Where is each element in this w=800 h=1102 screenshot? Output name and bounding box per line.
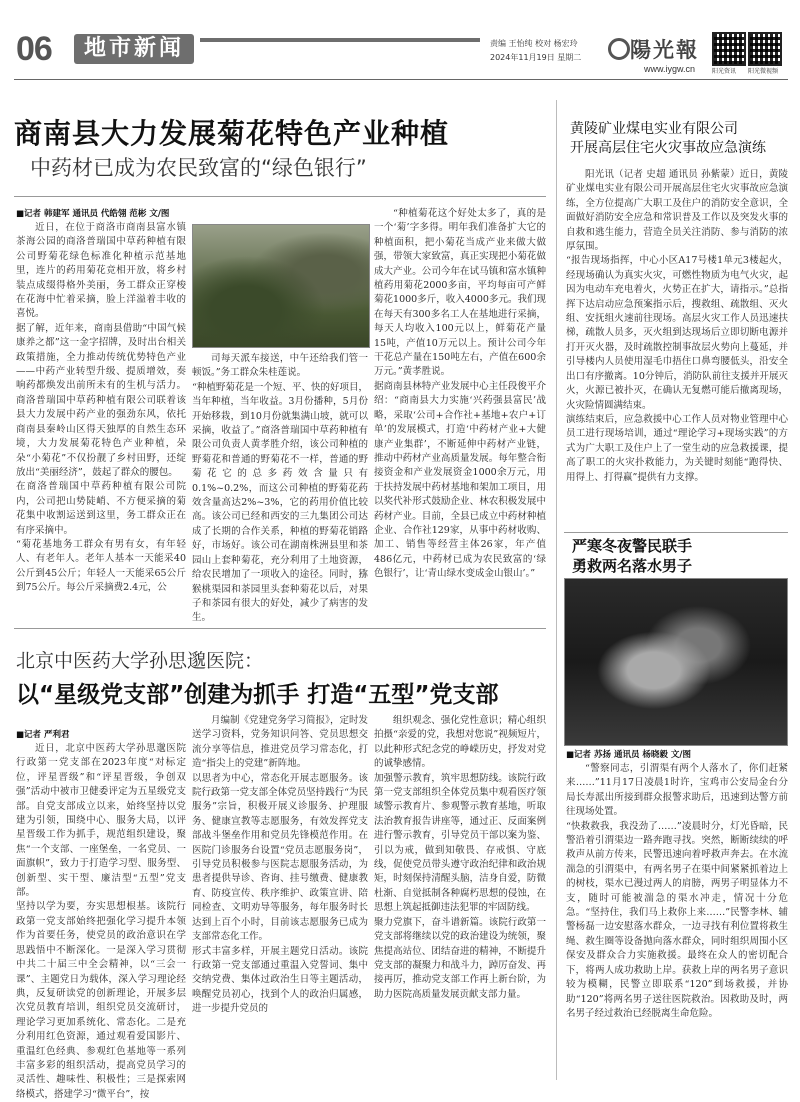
article2-headline: 以“星级党支部”创建为抓手 打造“五型”党支部 (16, 682, 499, 708)
qr-label: 阳光资讯 (712, 68, 737, 75)
article1-column-2: 司每天派车接送，中午还给我们管一顿饭。”务工群众朱桂莲说。 “种植野菊花是一个短、平、快的好项目，当年种植，当年收益。3月份播种，5月份开始移栽，到10月份就集满山坡，就可以采摘，收益了。”商洛普瑞国中草药种植有限公司负责人黄孝胜介绍，该公司种植的野菊花和普通的野菊花不一样，普通的野菊花它的总多药效含量只有0.1%~0.2%，而这公司种植的野菊花药效含量高达2%~3%，它的药用价值比较高。该公司已经和西安的三九集团公司达成了长期的合作关系，种植的野菊花销路好，市场好。该公司在湖南株洲县里和茶园山上套种菊花，充分利用了土地资源，给农民增加了一项收入的途径。同时，猕猴桃渠园和茶园里头套种菊花以后，对果子和茶园有很大的好处，减少了病害的发生。 (192, 353, 368, 624)
paper-logo: 陽光報 (630, 37, 699, 62)
header-divider (200, 38, 480, 42)
side2-byline: ■记者 苏扬 通讯员 杨晓毅 文/图 (566, 750, 691, 760)
issue-date: 2024年11月19日 星期二 (490, 53, 582, 62)
chrysanthemum-field-photo (192, 224, 370, 348)
article1-column-3: “种植菊花这个好处太多了，真的是一个‘菊’字多得。明年我们准备扩大它的种植面积，把小菊花当成产业来做大做强，带领大家致富，真正实现把小菊花做成大产业。公司今年在试马镇和富水镇种植药用菊花2000多亩，平均每亩可产鲜菊花1000多斤，收入4000多元。我们现在每天有300多名工人在基地进行采摘，每天人均收入100元以上，鲜菊花产量15吨，产值10万元以上。预计公司今年干花总产量在150吨左右，产值在600余万元。”黄孝胜说。 据商南县林特产业发展中心主任段俊平介绍：“商南县大力实施‘兴药强县富民’战略，采取‘公司+合作社+基地+农户+订单’的发展模式，打造‘中药材产业+大健康产业集群’，不断延伸中药材产业链，推动中药材产业高质量发展。每年整合衔接资金和产业发展资金1000余万元，用于扶持发展中药材基地和架加工项目，用以奖代补形式鼓励企业、林农积极发展中药材产业。目前，全县已成立中药材种植企业、合作社129家，从事中药材收购、加工、销售等经营主体26家，年产值486亿元，中药材已成为农民致富的‘绿色银行’，让‘青山绿水变成金山银山’。” (374, 208, 546, 580)
paper-url: www.iygw.cn (644, 64, 696, 74)
side2-headline: 严寒冬夜警民联手 勇救两名落水男子 (572, 537, 693, 575)
article1-column-1: 近日，在位于商洛市商南县富水镇茶海公园的商洛普瑞国中草药种植有限公司野菊花绿色标准化种植示范基地里，连片的药用菊花竞相开放，将乡村装点成缀得格外美丽，务工群众正穿梭在花海中忙着采摘，脸上洋溢着丰收的喜悦。 据了解，近年来，商南县借助“中国气候康养之都”这一金字招牌，及时出台相关政策措施，全力推动传统优势特色产业——中药产业转型升级、提质增效，奏响药都焕发出前所未有的生机与活力。商洛普瑞国中草药种植有限公司联着该县大力发展中药产业的强劲东风，依托商南县秦岭山区得天独厚的自然生态环境，大力发展菊花特色产业种植，朵朵“小菊花”不仅扮靓了乡村田野，还绽放出“美丽经济”，鼓起了群众的腰包。 在商洛普瑞国中草药种植有限公司院内，公司把山势陡峭、不方便采摘的菊花集中收割运送到这里，务工群众正在有序采摘中。 “菊花基地务工群众有男有女，有年轻人、有老年人。老年人基本一天能采40公斤到45公斤；年轻人一天能采65公斤到75公斤。每公斤采摘费2.4元，公 (16, 222, 186, 594)
section-rule (14, 628, 546, 629)
article2-column-1: 近日，北京中医药大学孙思邈医院行政第一党支部在2023年度“对标定位，评星晋级”和“评星晋级，争创双强”活动中被市卫健委评定为五星级党支部。自党支部成立以来，始终坚持以党建为引领，围绕中心、服务大局，以评星晋级工作为抓手，规范组织建设，聚焦“一个支部、一座堡垒，一名党员、一面旗帜”，致力于打造学习型、服务型、创新型、实干型、廉洁型“五型”党支部。 坚持以学为要，夯实思想根基。该院行政第一党支部始终把强化学习提升本领作为首要任务，使党员的政治意识在学思践悟中不断深化。一是深入学习贯彻中共二十届三中全会精神，以“三会一课”、主题党日为载体，深入学习理论经典，反复研读党的创新理论，开展多层次党员教育培训，组织党员交流研讨，理论学习更加系统化、常态化。二是充分利用红色资源，通过观看爱国影片、重温红色经典、参观红色基地等一系列丰富多彩的组织活动，提高党员学习的灵活性、趣味性、积极性；三是探索网络模式，搭建学习“微平台”，按 (16, 743, 186, 1100)
article1-byline: ■记者 韩建军 通讯员 代皓翎 范彬 文/图 (16, 209, 170, 219)
side-rule (564, 532, 788, 533)
editor-credits: 责编 王怡纯 校对 杨宏玲 (490, 39, 578, 48)
article1-rule (14, 196, 546, 197)
page-number: 06 (16, 30, 52, 68)
article2-byline: ■记者 严利君 (16, 730, 70, 740)
article2-kicker: 北京中医药大学孙思邈医院： (16, 650, 264, 672)
side2-body: “警察同志，引渭渠有两个人落水了，你们赶紧来……”11月17日凌晨1时许，宝鸡市公安局金台分局长寿派出所接到群众报警求助后，迅速到达警方前往现场处置。 “快救救我，我没劲了……”凌晨时分，灯光昏暗，民警沿着引渭渠边一路奔跑寻找。突然，断断续续的呼救声从前方传来，民警迅速向着呼救声奔去。在水流湍急的引渭渠中，有两名男子在渠中间紧紧抓着边上的树枝，渠水已漫过两人的肩膀，两男子明显体力不支，随时可能被湍急的渠水冲走，情况十分危急。“坚持住，我们马上救你上来……”民警李林、辅警杨磊一边安慰落水群众，一边寻找有利位置将救生绳、救生圈等设备抛向落水群众，同时组织周围小区保安及群众合力实施救援。最终在众人的密切配合下，将两人成功救助上岸。获救上岸的两名男子意识较为模糊，民警立即联系“120”到场救援，并协助“120”将两名男子送往医院救治。因救助及时，两名男子经过救治已经脱离生命危险。 (566, 763, 788, 1019)
article2-column-2: 月编制《党建党务学习简报》，定时发送学习资料，党务知识问答、党员思想交流分享等信息，推进党员学习常态化，打造“指尖上的党建”新阵地。 以思者为中心，常态化开展志愿服务。该院行政第一党支部全体党员坚持践行“为民服务”宗旨，积极开展义诊服务、护理服务、健康宣教等志愿服务，有效发挥党支部战斗堡垒作用和党员先锋模范作用。在医院门诊服务台设置“党员志愿服务岗”，引导党员积极参与医院志愿服务活动，为患者提供导诊、咨询、挂号缴费、健康教育、防疫宣传、秩序维护、政策宣讲、陪同检查、文明劝导等服务，每年服务时长达到上百个小时，目前该志愿服务已成为支部常态化工作。 形式丰富多样，开展主题党日活动。该院行政第一党支部通过重温入党誓词、集中交纳党费、集体过政治生日等主题活动，唤醒党员初心，找到个人的政治归属感，进一步提升党员的 (192, 715, 368, 1015)
article2-column-3: 组织观念、强化党性意识；精心组织拍摄“亲爱的党，我想对您说”视频短片，以此种形式纪念党的峥嵘历史，抒发对党的诚挚感情。 加强警示教育，筑牢思想防线。该院行政第一党支部组织全体党员集中观看医疗领域警示教育片、参观警示教育基地，听取法治教育报告讲座等，通过正、反面案例进行警示教育，引导党员干部以案为鉴、引以为戒，做到知敬畏、存戒惧、守底线，促使党员带头遵守政治纪律和政治规矩，时刻保持清醒头脑，洁身自爱，防微杜渐、自觉抵制各种腐朽思想的侵蚀，在思想上筑起抵御违法犯罪的牢固防线。 聚力党旗下，奋斗谱新篇。该院行政第一党支部将继续以党的政治建设为统领，聚焦提高站位、团结奋进的精神，不断提升党支部的凝聚力和战斗力，踔厉奋发、再接再厉，推动党支部工作再上新台阶，为助力医院高质量发展贡献支部力量。 (374, 715, 546, 1000)
article1-headline: 商南县大力发展菊花特色产业种植 (14, 117, 450, 150)
side1-headline: 黄陵矿业煤电实业有限公司 开展高层住宅火灾事故应急演练 (570, 121, 766, 156)
column-separator (556, 100, 557, 1080)
article1-subheadline: 中药材已成为农民致富的“绿色银行” (30, 156, 367, 180)
rescue-scene-photo (564, 578, 788, 746)
qr-code-icon[interactable] (748, 32, 782, 66)
side1-body: 阳光讯（记者 史超 通讯员 孙紫蒙）近日，黄陵矿业煤电实业有限公司开展高层住宅火灾事故应急演练，全方位提高广大职工及住户的消防安全意识，全面做好消防安全应急和常识普及工作以及突发火事的自救和逃生能力，营造全员关注消防、参与消防的浓厚氛围。 “报告现场指挥，中心小区A17号楼1单元3楼起火，经现场确认为真实火灾，可燃性物质为电气火灾，起因为电动车充电着火，火势正在扩大，请指示。”总指挥下达启动应急预案指示后，搜救组、疏散组、灭火组、安抚组火速前往现场。高层火灾工作人员迅速扶梯，疏散人员多，灭火组到达现场后立即切断电源并打开灭火器，及时疏散控制事故层火势向上蔓延，并引导楼内人员使用湿毛巾捂住口鼻弯腰低头，沿安全出口有序撤离。10分钟后，消防队前往支援并开展灭火，火源已被扑灭，在确认无复燃可能后撤离现场，火灾险情圆满结束。 演练结束后，应急救援中心工作人员对物业管理中心员工进行现场培训，通过“理论学习+现场实践”的方式为广大职工及住户上了一堂生动的应急救援课，提高了职工的火灾扑救能力，为关键时刻能“跑得快、用得上、打得赢”提供有力支撑。 (566, 169, 788, 483)
section-title: 地市新闻 (74, 34, 194, 64)
sun-logo-icon (608, 38, 630, 60)
qr-code-icon[interactable] (712, 32, 746, 66)
header-rule (14, 79, 788, 80)
qr-label: 阳光微视频 (748, 68, 779, 75)
